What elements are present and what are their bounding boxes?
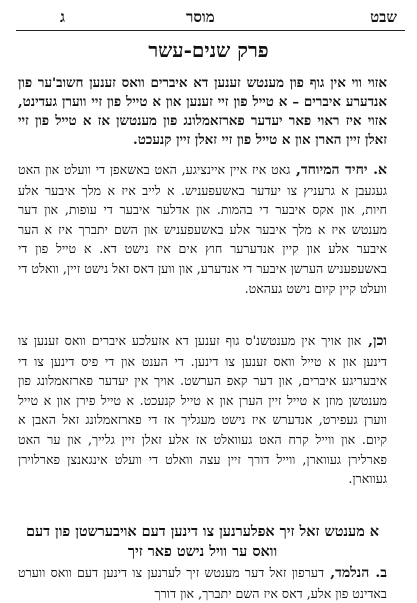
header-page-letter: ג bbox=[60, 8, 65, 26]
running-header bbox=[16, 8, 403, 30]
paragraph-b-lead: וכן, bbox=[361, 333, 387, 349]
header-rule bbox=[16, 30, 405, 31]
chapter-title: פרק שנים-עשר bbox=[148, 38, 269, 62]
paragraph-c bbox=[18, 563, 387, 603]
paragraph-b bbox=[18, 331, 387, 489]
paragraph-c-lead: ב. הנלמד, bbox=[324, 565, 387, 581]
paragraph-a-lead: א. יחיד המיוחד, bbox=[290, 162, 388, 178]
header-section: מוסר bbox=[186, 8, 215, 26]
intro-paragraph: אזוי ווי אין גוף פון מענטש זענען דא איברים וואס זענען חשוב'ער פון אנדערע איברים – א טייל פון זיי זענען און א טייל פון זיי ווערן געדינט, אזוי איז ראוי פאר יעדער פארזאמלונג פון מענטשן אז א טייל פון זיי זאלן זיין הארן און א טייל פון זיי זאלן זיין קנעכט. bbox=[18, 75, 387, 148]
paragraph-b-text: און אויך אין מענטשנ'ס גוף זענען דא אזעלכע איברים וואס זענען צו דינען און א טייל וואס זענען צו דינען. די הענט און די פיס דינען צו די איבעריגע איברים, און דער קאפ הערשט. אויך אין יעדער פארזאמלונג פון מענטשן מוזן א טייל זיין הערן און א טייל קנעכט. א טייל פירן און א טייל ווערן געפירט, אנדערש איז נישט מעגליך אז די פארזאמלונג זאל האבן א קיום. און ווייל קרח האט געוואלט אז אלע זאלן זיין גלייך, און ער האט פארלירן געווארן, ווייל דורך זיין עצה וואלט די וועלט אינגאנצן פארלוירן געווארן. bbox=[18, 333, 387, 487]
paragraph-a-text: גאט איז איין איינציגע, האט באשאפן די וועלט און האט געגעבן א גרעניץ צו יעדער באשעפעניש. א לייב איז א מלך איבער אלע חיות, און אקס איבער די בהמות. און אדלער איבער די עופות, און דער מענטש איז א מלך איבער אלע באשעפעניש און השם יתברך איז א הער איבער אלע און קיין אנדערער חוץ אים איז נישט דא. א טייל פון די באשעפעניש הערשן איבער די אנדערע, און ווען דאס זאל נישט זיין, וואלט די וועלט קיין קיום נישט געהאט. bbox=[18, 162, 387, 296]
header-book: שבט bbox=[370, 8, 397, 26]
paragraph-c-text: דערפון זאל דער מענטש זיך לערנען צו דינען דעם וואס ווערט באדינט פון אלע, דאס איז השם יתברך, און דורך bbox=[18, 565, 387, 601]
paragraph-a bbox=[18, 160, 387, 298]
section-subheading: א מענטש זאל זיך אפלערנען צו דינען דעם אויבערשטן פון דעם וואס ער וויל נישט פאר זיך bbox=[26, 523, 379, 560]
